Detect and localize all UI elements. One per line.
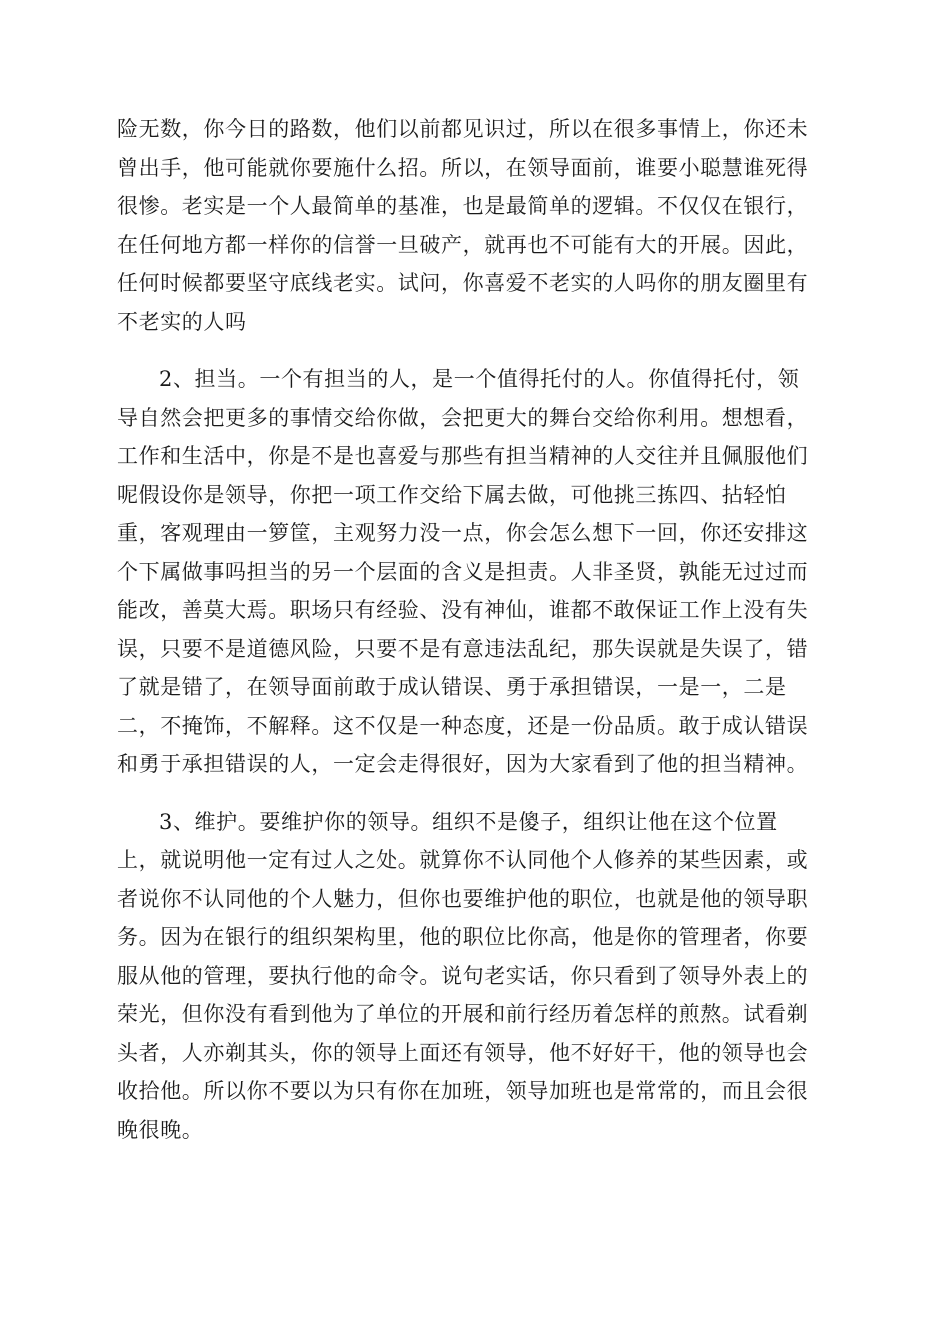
text-line: 者说你不认同他的个人魅力，但你也要维护他的职位，也就是他的领导职 [117, 886, 809, 911]
text-line: 导自然会把更多的事情交给你做，会把更大的舞台交给你利用。想想看， [117, 405, 809, 430]
text-line: 不老实的人吗 [117, 309, 247, 334]
text-line: 能改，善莫大焉。职场只有经验、没有神仙，谁都不敢保证工作上没有失 [117, 598, 809, 622]
text-line: 头者，人亦剃其头，你的领导上面还有领导，他不好好干，他的领导也会 [117, 1040, 809, 1065]
paragraph-support [117, 803, 833, 1150]
text-line: 个下属做事吗担当的另一个层面的含义是担责。人非圣贤，孰能无过过而 [117, 559, 809, 584]
text-line: 二，不掩饰，不解释。这不仅是一种态度，还是一份品质。敢于成认错误 [117, 713, 809, 738]
text-line: 2、担当。一个有担当的人，是一个值得托付的人。你值得托付，领 [159, 367, 800, 391]
text-line: 收拾他。所以你不要以为只有你在加班，领导加班也是常常的，而且会很 [117, 1079, 809, 1103]
text-line: 任何时候都要坚守底线老实。试问，你喜爱不老实的人吗你的朋友圈里有 [117, 271, 809, 295]
text-line: 务。因为在银行的组织架构里，他的职位比你高，他是你的管理者，你要 [117, 925, 809, 949]
text-line: 误，只要不是道德风险，只要不是有意违法乱纪，那失误就是失误了，错 [117, 636, 809, 661]
text-line: 很惨。老实是一个人最简单的基准，也是最简单的逻辑。不仅仅在银行， [117, 194, 809, 218]
paragraph-responsibility [117, 360, 833, 784]
paragraph-honesty-continued [117, 110, 833, 341]
text-line: 曾出手，他可能就你要施什么招。所以，在领导面前，谁要小聪慧谁死得 [117, 155, 809, 180]
text-line: 呢假设你是领导，你把一项工作交给下属去做，可他挑三拣四、拈轻怕 [117, 482, 787, 507]
text-line: 重，客观理由一箩筐，主观努力没一点，你会怎么想下一回，你还安排这 [117, 521, 809, 545]
text-line: 3、维护。要维护你的领导。组织不是傻子，组织让他在这个位置 [159, 809, 778, 834]
text-line: 了就是错了，在领导面前敢于成认错误、勇于承担错误，一是一，二是 [117, 675, 787, 699]
document-body [117, 110, 833, 1149]
text-line: 工作和生活中，你是不是也喜爱与那些有担当精神的人交往并且佩服他们 [117, 444, 809, 468]
text-line: 和勇于承担错误的人，一定会走得很好，因为大家看到了他的担当精神。 [117, 752, 809, 776]
text-line: 服从他的管理，要执行他的命令。说句老实话，你只看到了领导外表上的 [117, 963, 809, 988]
text-line: 险无数，你今日的路数，他们以前都见识过，所以在很多事情上，你还未 [117, 117, 809, 141]
text-line: 荣光，但你没有看到他为了单位的开展和前行经历着怎样的煎熬。试看剃 [117, 1002, 809, 1026]
text-line: 上，就说明他一定有过人之处。就算你不认同他个人修养的某些因素，或 [117, 848, 809, 872]
text-line: 在任何地方都一样你的信誉一旦破产，就再也不可能有大的开展。因此， [117, 232, 809, 257]
text-line: 晚很晚。 [117, 1117, 204, 1142]
